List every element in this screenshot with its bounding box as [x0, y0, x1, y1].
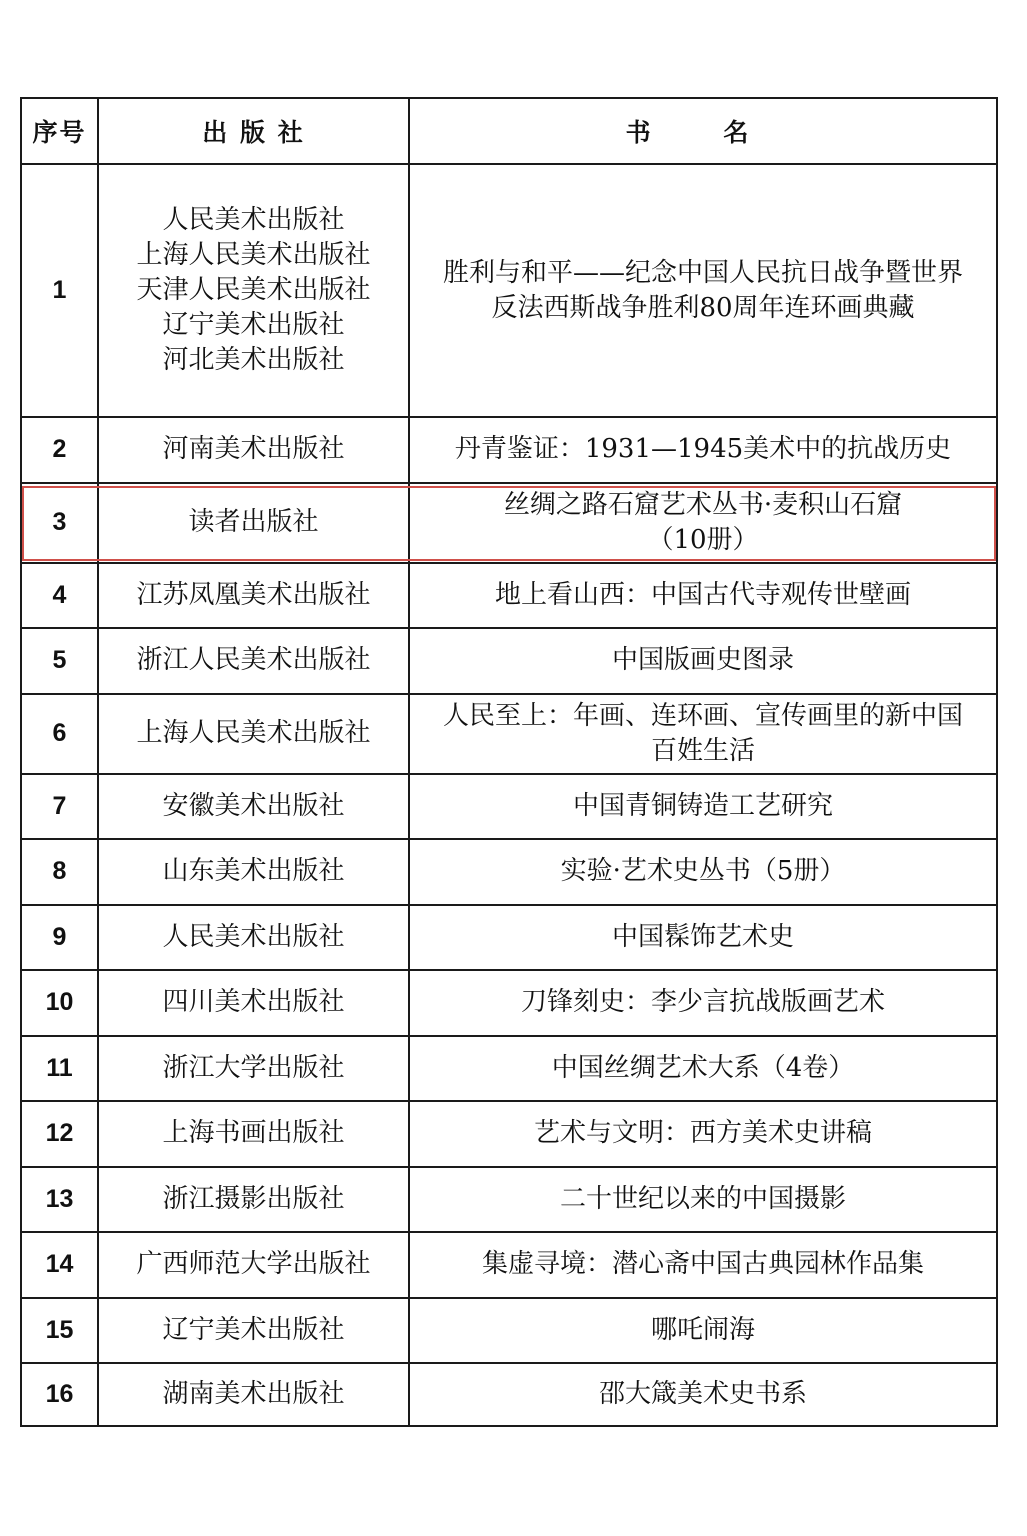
table-row: [21, 1167, 997, 1233]
row-num: 12: [21, 1101, 98, 1167]
row-num: 7: [21, 774, 98, 840]
header-title: 书 名: [409, 98, 997, 164]
table-row: [21, 774, 997, 840]
table-row: [21, 970, 997, 1036]
row-publisher: 人民美术出版社 上海人民美术出版社 天津人民美术出版社 辽宁美术出版社 河北美术出版社: [98, 164, 409, 417]
table-row: [21, 563, 997, 629]
row-num: 2: [21, 417, 98, 483]
row-title: 丝绸之路石窟艺术丛书·麦积山石窟 （10册）: [409, 483, 997, 563]
table-row: [21, 1363, 997, 1426]
row-title: 艺术与文明：西方美术史讲稿: [409, 1101, 997, 1167]
row-publisher: 浙江大学出版社: [98, 1036, 409, 1102]
row-publisher: 浙江人民美术出版社: [98, 628, 409, 694]
table-row: [21, 1232, 997, 1298]
row-publisher: 江苏凤凰美术出版社: [98, 563, 409, 629]
row-publisher: 河南美术出版社: [98, 417, 409, 483]
row-num: 5: [21, 628, 98, 694]
row-publisher: 四川美术出版社: [98, 970, 409, 1036]
row-publisher: 山东美术出版社: [98, 839, 409, 905]
table-row: [21, 417, 997, 483]
row-publisher: 上海人民美术出版社: [98, 694, 409, 774]
row-title: 人民至上：年画、连环画、宣传画里的新中国 百姓生活: [409, 694, 997, 774]
row-title: 集虚寻境：潜心斋中国古典园林作品集: [409, 1232, 997, 1298]
book-list-table: [20, 97, 998, 1427]
row-publisher: 人民美术出版社: [98, 905, 409, 971]
table-row: [21, 905, 997, 971]
row-title: 胜利与和平——纪念中国人民抗日战争暨世界 反法西斯战争胜利80周年连环画典藏: [409, 164, 997, 417]
row-publisher: 湖南美术出版社: [98, 1363, 409, 1426]
row-num: 8: [21, 839, 98, 905]
row-num: 15: [21, 1298, 98, 1364]
row-num: 4: [21, 563, 98, 629]
row-publisher: 浙江摄影出版社: [98, 1167, 409, 1233]
table-row: [21, 1101, 997, 1167]
row-num: 14: [21, 1232, 98, 1298]
row-title: 二十世纪以来的中国摄影: [409, 1167, 997, 1233]
table-row: [21, 1036, 997, 1102]
row-num: 16: [21, 1363, 98, 1426]
row-title: 邵大箴美术史书系: [409, 1363, 997, 1426]
row-num: 9: [21, 905, 98, 971]
row-num: 3: [21, 483, 98, 563]
row-num: 13: [21, 1167, 98, 1233]
row-title: 中国髹饰艺术史: [409, 905, 997, 971]
row-num: 1: [21, 164, 98, 417]
row-num: 10: [21, 970, 98, 1036]
row-publisher: 读者出版社: [98, 483, 409, 563]
row-publisher: 安徽美术出版社: [98, 774, 409, 840]
row-publisher: 上海书画出版社: [98, 1101, 409, 1167]
row-title: 中国版画史图录: [409, 628, 997, 694]
table-row: [21, 628, 997, 694]
table-row: [21, 1298, 997, 1364]
row-title: 哪吒闹海: [409, 1298, 997, 1364]
table-row: [21, 164, 997, 417]
table-header-row: [21, 98, 997, 164]
row-publisher: 辽宁美术出版社: [98, 1298, 409, 1364]
table-row: [21, 694, 997, 774]
table-row: [21, 839, 997, 905]
book-list-table-wrap: [20, 97, 996, 1427]
row-num: 6: [21, 694, 98, 774]
row-title: 实验·艺术史丛书（5册）: [409, 839, 997, 905]
row-title: 丹青鉴证：1931—1945美术中的抗战历史: [409, 417, 997, 483]
header-num: 序号: [21, 98, 98, 164]
table-row-highlighted: [21, 483, 997, 563]
row-title: 中国丝绸艺术大系（4卷）: [409, 1036, 997, 1102]
row-title: 刀锋刻史：李少言抗战版画艺术: [409, 970, 997, 1036]
header-publisher: 出 版 社: [98, 98, 409, 164]
row-publisher: 广西师范大学出版社: [98, 1232, 409, 1298]
row-num: 11: [21, 1036, 98, 1102]
row-title: 地上看山西：中国古代寺观传世壁画: [409, 563, 997, 629]
row-title: 中国青铜铸造工艺研究: [409, 774, 997, 840]
